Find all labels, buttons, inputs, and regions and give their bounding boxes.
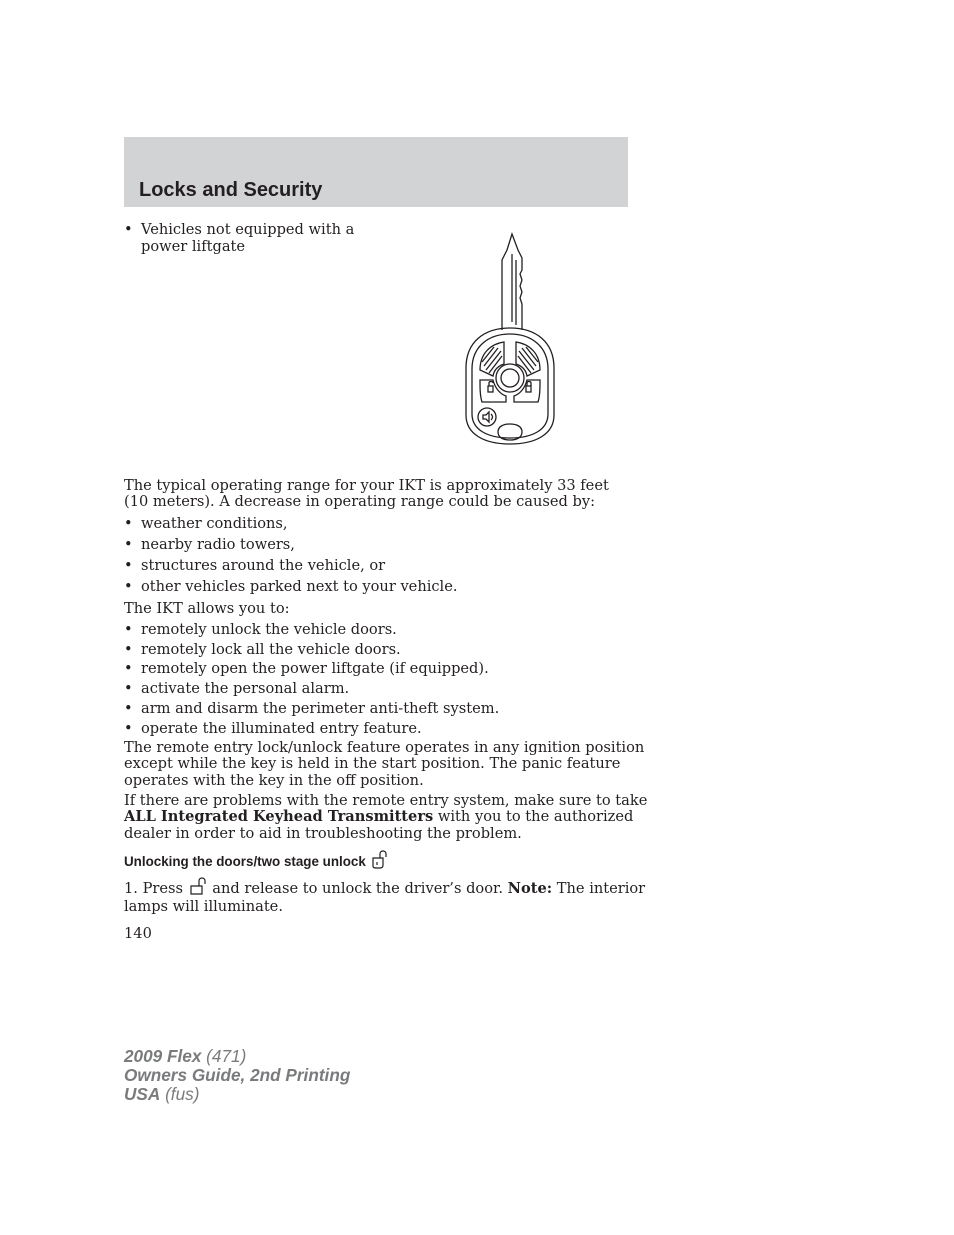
step-1 [124,876,646,916]
list-item-text: operate the illuminated entry feature. [141,720,422,737]
paragraph-line: dealer in order to aid in troubleshooting the problem. [124,824,522,842]
bullet-icon: • [124,578,133,595]
list-item-text: arm and disarm the perimeter anti-theft system. [141,700,500,717]
footer-market: USA [124,1084,161,1104]
paragraph-line: The remote entry lock/unlock feature operates in any ignition position [124,739,645,756]
troubleshooting-paragraph [124,792,648,842]
integrated-keyhead-transmitter-icon [460,230,560,448]
list-item-text: remotely lock all the vehicle doors. [141,641,401,658]
list-item-text: remotely unlock the vehicle doors. [141,621,397,638]
footer-model-code: (471) [201,1046,247,1066]
remote-entry-paragraph [124,739,645,789]
paragraph-text: with you to the authorized [433,808,634,826]
paragraph-line: operates with the key in the off position. [124,771,424,789]
paragraph-line: The typical operating range for your IKT is approximately 33 feet [124,477,609,494]
bullet-icon: • [124,720,133,737]
note-text: The interior [552,880,646,897]
bullet-icon: • [124,660,133,677]
range-paragraph [124,478,624,511]
list-item-text: structures around the vehicle, or [141,557,386,574]
ikt-intro: The IKT allows you to: [124,600,290,617]
unlock-subheading [124,849,388,869]
bullet-icon: • [124,641,133,658]
document-footer [124,1047,350,1104]
footer-model: 2009 Flex [124,1046,202,1066]
paragraph-line: lamps will illuminate. [124,898,283,916]
footer-market-code: (fus) [160,1084,200,1104]
section-title: Locks and Security [139,179,323,201]
paragraph-line [124,876,646,897]
unlock-button-icon [188,876,208,896]
list-item-text: nearby radio towers, [141,536,295,553]
step-text: and release to unlock the driver’s door. [207,880,508,897]
list-item-text: power liftgate [141,237,246,255]
footer-line [124,1085,350,1104]
unlock-icon [370,849,388,869]
emphasis-text: ALL Integrated Keyhead Transmitters [124,808,434,826]
list-item-text: weather conditions, [141,515,288,532]
list-item-text: other vehicles parked next to your vehicle. [141,578,458,595]
list-item-text: Vehicles not equipped with a [141,221,355,238]
paragraph-line: except while the key is held in the start position. The panic feature [124,755,621,773]
bullet-icon: • [124,557,133,574]
bullet-icon: • [124,536,133,553]
footer-line [124,1047,350,1066]
subheading-text: Unlocking the doors/two stage unlock [124,854,366,869]
bullet-icon: • [124,515,133,532]
bullet-icon: • [124,221,133,238]
footer-line [124,1066,350,1085]
paragraph-line [124,808,634,826]
footer-guide: Owners Guide, 2nd Printing [124,1065,351,1085]
bullet-icon: • [124,621,133,638]
list-item-text: activate the personal alarm. [141,680,350,697]
paragraph-line: (10 meters). A decrease in operating range could be caused by: [124,493,595,511]
list-item-text: remotely open the power liftgate (if equipped). [141,660,489,677]
step-prefix: 1. Press [124,880,183,897]
bullet-icon: • [124,680,133,697]
paragraph-line: If there are problems with the remote entry system, make sure to take [124,792,648,809]
page-number: 140 [124,925,152,942]
note-label: Note: [507,880,553,897]
bullet-icon: • [124,700,133,717]
